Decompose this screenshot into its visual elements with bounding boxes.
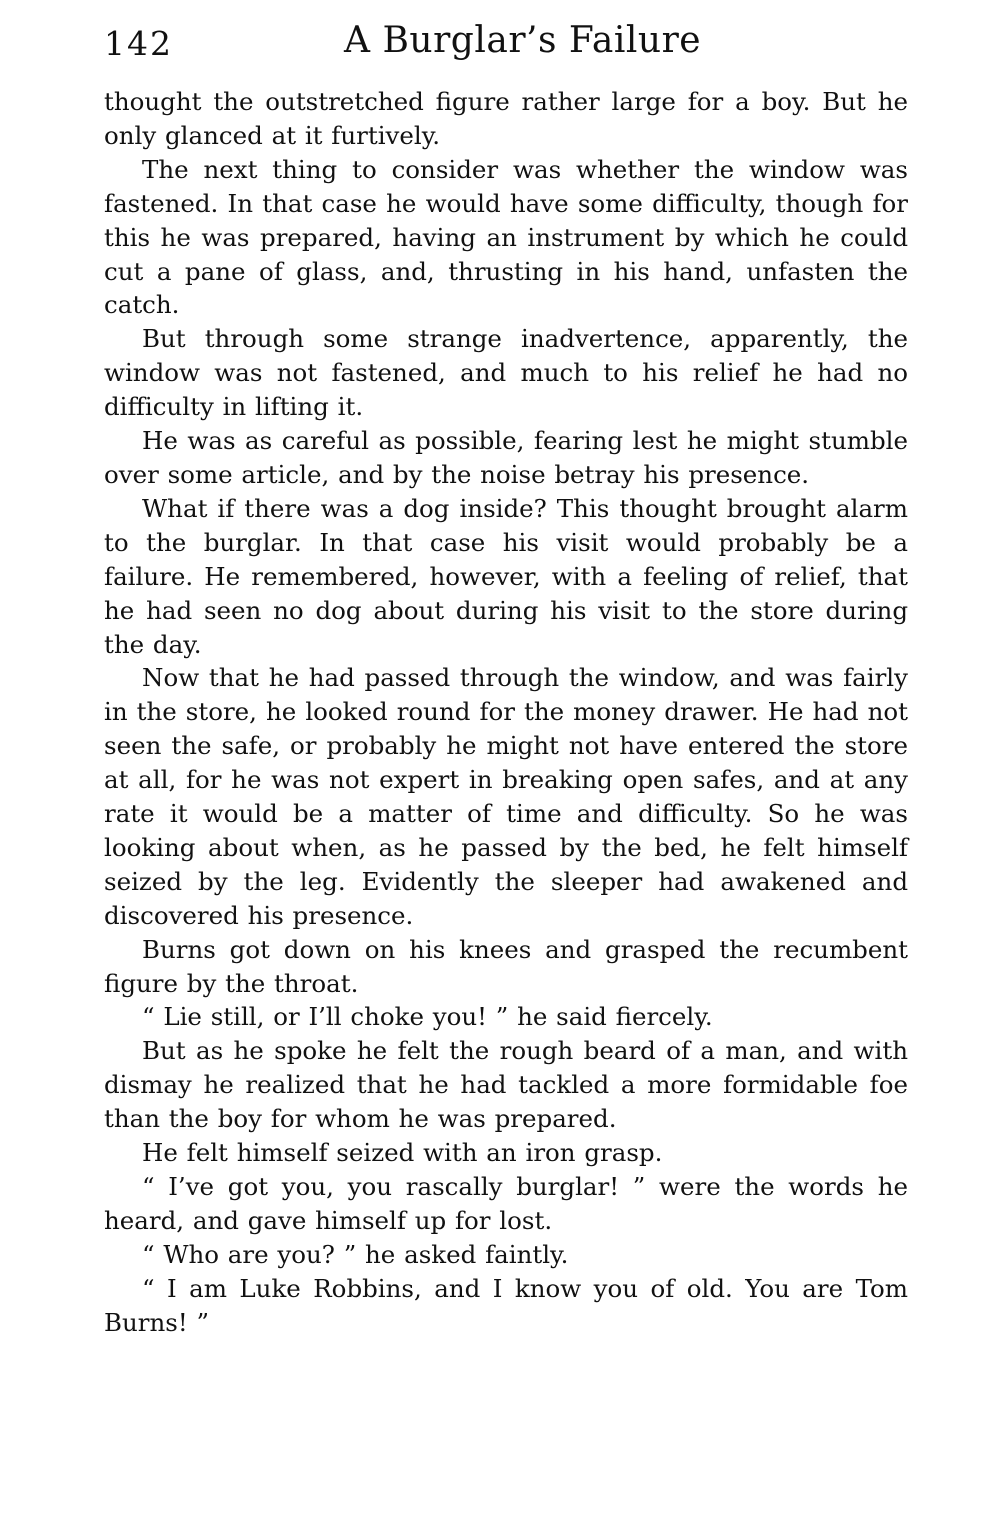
paragraph: thought the outstretched figure rather large for a boy. But he only glanced at it furtively.	[104, 87, 908, 150]
paragraph: “ Lie still, or I’ll choke you! ” he said fiercely.	[142, 1002, 713, 1032]
paragraph: He was as careful as possible, fearing lest he might stumble over some article, and by the noise betray his presence.	[104, 426, 908, 489]
paragraph: But through some strange inadvertence, apparently, the window was not fastened, and much to his relief he had no difficulty in lifting it.	[104, 324, 908, 422]
running-head	[104, 20, 908, 72]
paragraph: But as he spoke he felt the rough beard of a man, and with dismay he realized that he had tackled a more formidable foe than the boy for whom he was prepared.	[104, 1036, 908, 1134]
paragraph: He felt himself seized with an iron grasp.	[142, 1138, 663, 1168]
paragraph: What if there was a dog inside? This thought brought alarm to the burglar. In that case his visit would probably be a failure. He remembered, however, with a feeling of relief, that he had seen no dog about during his visit to the store during the day.	[104, 493, 908, 659]
paragraph: Burns got down on his knees and grasped the recumbent figure by the throat.	[104, 934, 908, 998]
paragraph: “ I’ve got you, you rascally burglar! ” were the words he heard, and gave himself up for lost.	[104, 1172, 908, 1235]
chapter-title: A Burglar’s Failure	[344, 20, 702, 61]
page-number: 142	[104, 24, 173, 63]
paragraph: The next thing to consider was whether the window was fastened. In that case he would have some difficulty, though for this he was prepared, having an instrument by which he could cut a pane of glass, and, thrusting in his hand, unfasten the catch.	[104, 154, 908, 320]
paragraph: “ Who are you? ” he asked faintly.	[142, 1239, 569, 1269]
paragraph: “ I am Luke Robbins, and I know you of old. You are Tom Burns! ”	[104, 1273, 908, 1337]
paragraph: Now that he had passed through the window, and was fairly in the store, he looked round for the money drawer. He had not seen the safe, or probably he might not have entered the store at all, for he was not expert in breaking open safes, and at any rate it would be a matter of time and difficulty. So he was looking about when, as he passed by the bed, he felt himself seized by the leg. Evidently the sleeper had awakened and discovered his presence.	[104, 663, 908, 930]
body-text	[104, 85, 908, 1340]
